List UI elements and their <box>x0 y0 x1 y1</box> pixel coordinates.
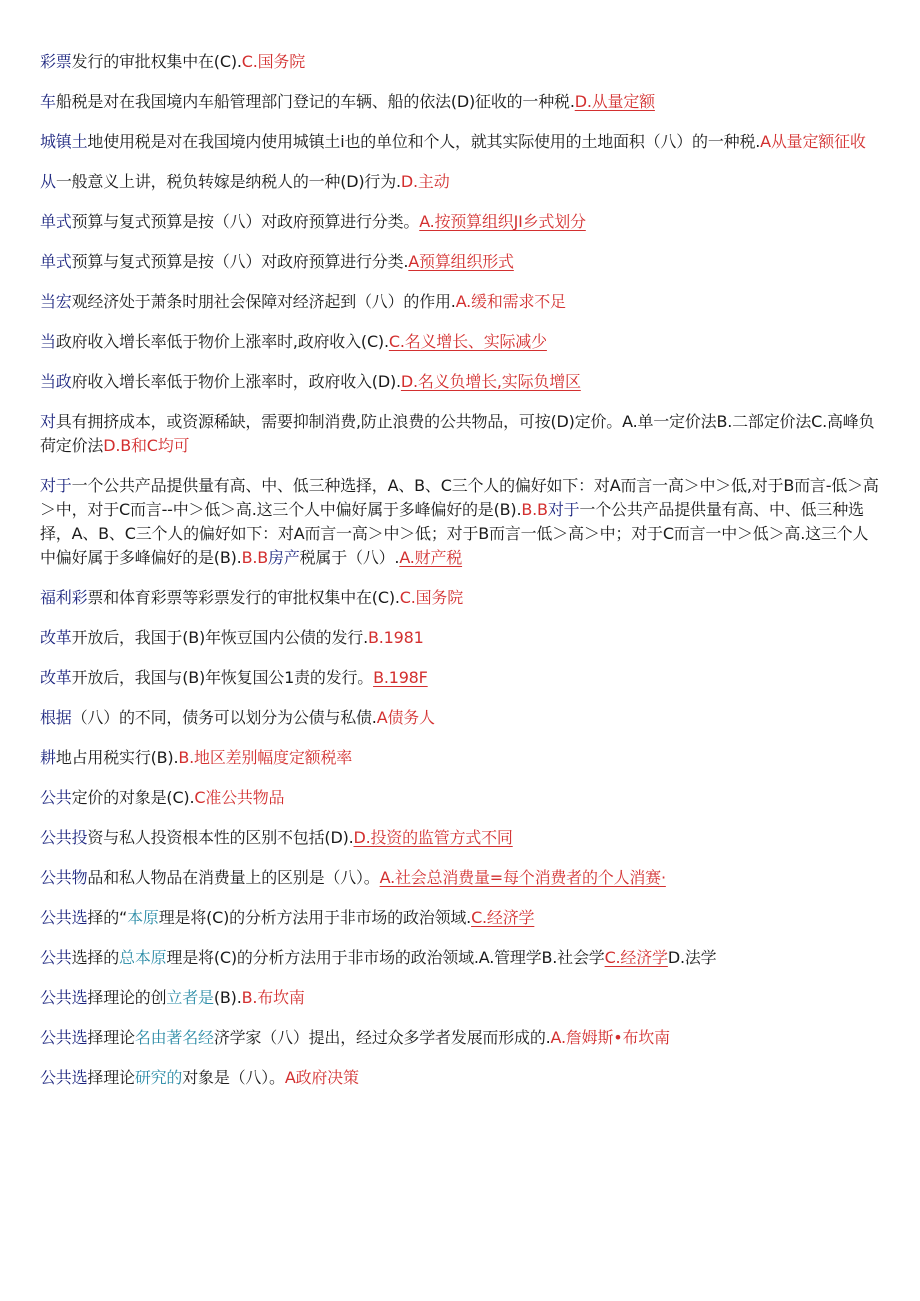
answer: B.地区差别幅度定额税率 <box>178 748 353 767</box>
answer: C.经济学 <box>471 908 535 927</box>
list-item: 改革开放后，我国于(B)年恢豆国内公债的发行.B.1981 <box>40 628 424 647</box>
list-item: 公共选择理论研究的对象是（八）。A政府决策 <box>40 1068 359 1087</box>
list-item: 公共选择理论名由著名经济学家（八）提出，经过众多学者发展而形成的.A.詹姆斯•布坎南 <box>40 1028 670 1047</box>
answer: B.B <box>521 500 548 519</box>
list-item: 车船税是对在我国境内车船管理部门登记的车辆、船的依法(D)征收的一种税.D.从量定额 <box>40 92 655 111</box>
answer: A政府决策 <box>284 1068 359 1087</box>
list-item: 单式预算与复式预算是按（八）对政府预算进行分类.A预算组织形式 <box>40 252 514 271</box>
list-item: 城镇土地使用税是对在我国境内使用城镇土i也的单位和个人，就其实际使用的土地面积（八）的一种税.A从量定额征收 <box>40 132 866 151</box>
answer: A.缓和需求不足 <box>455 292 566 311</box>
answer: D.名义负增长,实际负增区 <box>400 372 581 391</box>
answer: B.布坎南 <box>241 988 305 1007</box>
list-item: 公共定价的对象是(C).C准公共物品 <box>40 788 285 807</box>
list-item: 福利彩票和体育彩票等彩票发行的审批权集中在(C).C.国务院 <box>40 588 464 607</box>
list-item: 根据（八）的不同，债务可以划分为公债与私债.A债务人 <box>40 708 435 727</box>
answer: A债务人 <box>376 708 435 727</box>
answer: C.经济学 <box>604 948 668 967</box>
answer: B.B <box>241 548 269 567</box>
answer: A.财产税 <box>399 548 463 567</box>
list-item: 公共投资与私人投资根本性的区别不包括(D).D.投资的监管方式不同 <box>40 828 513 847</box>
list-item: 改革开放后，我国与(B)年恢复国公1责的发行。B.198F <box>40 668 428 687</box>
answer: D.从量定额 <box>574 92 655 111</box>
answer: B.198F <box>373 668 428 687</box>
answer: D.B和C均可 <box>103 436 190 455</box>
list-item: 公共选择的“本原理是将(C)的分析方法用于非市场的政治领域.C.经济学 <box>40 908 535 927</box>
list-item: 当政府收入增长率低于物价上涨率时,政府收入(C).C.名义增长、实际减少 <box>40 332 547 351</box>
answer: C准公共物品 <box>194 788 285 807</box>
list-item: 对具有拥挤成本，或资源稀缺，需要抑制消费,防止浪费的公共物品，可按(D)定价。A.单一定价法B.二部定价法C.高峰负荷定价法D.B和C均可 <box>40 412 875 455</box>
answer: B.1981 <box>367 628 424 647</box>
answer: C.国务院 <box>399 588 464 607</box>
list-item: 当宏观经济处于萧条时朋社会保障对经济起到（八）的作用.A.缓和需求不足 <box>40 292 566 311</box>
list-item: 从一般意义上讲，税负转嫁是纳税人的一种(D)行为.D.主动 <box>40 172 450 191</box>
answer: A.社会总消费量=每个消费者的个人消赛· <box>379 868 666 887</box>
list-item: 对于一个公共产品提供量有高、中、低三种选择，A、B、C三个人的偏好如下：对A而言一高＞中＞低,对于B而言-低＞高＞中，对于C而言--中＞低＞高.这三个人中偏好属于多峰偏好的是(B).B.B对于一个公共产品提供量有高、中、低三种选择，A、B、C三个人的偏好如下：对A而言一高＞中＞低；对于B而言一低＞高＞中；对于C而言一中＞低＞高.这三个人中偏好属于多峰偏好的是(B).B.B房产税属于（八）.A.财产税 <box>40 476 879 567</box>
list-item: 耕地占用税实行(B).B.地区差别幅度定额税率 <box>40 748 353 767</box>
answer: A从量定额征收 <box>760 132 866 151</box>
list-item: 公共选择理论的创立者是(B).B.布坎南 <box>40 988 305 1007</box>
answer: A.詹姆斯•布坎南 <box>550 1028 670 1047</box>
list-item: 单式预算与复式预算是按（八）对政府预算进行分类。A.按预算组织JI乡式划分 <box>40 212 586 231</box>
list-item: 当政府收入增长率低于物价上涨率时，政府收入(D).D.名义负增长,实际负增区 <box>40 372 581 391</box>
answer: D.主动 <box>400 172 450 191</box>
list-item: 公共选择的总本原理是将(C)的分析方法用于非市场的政治领域.A.管理学B.社会学C.经济学D.法学 <box>40 948 717 967</box>
answer: D.投资的监管方式不同 <box>353 828 513 847</box>
answer: C.国务院 <box>241 52 306 71</box>
answer: C.名义增长、实际减少 <box>388 332 547 351</box>
list-item: 公共物品和私人物品在消费量上的区别是（八）。A.社会总消费量=每个消费者的个人消赛· <box>40 868 666 887</box>
list-item: 彩票发行的审批权集中在(C).C.国务院 <box>40 52 306 71</box>
answer: A预算组织形式 <box>408 252 514 271</box>
answer: A.按预算组织JI乡式划分 <box>419 212 586 231</box>
